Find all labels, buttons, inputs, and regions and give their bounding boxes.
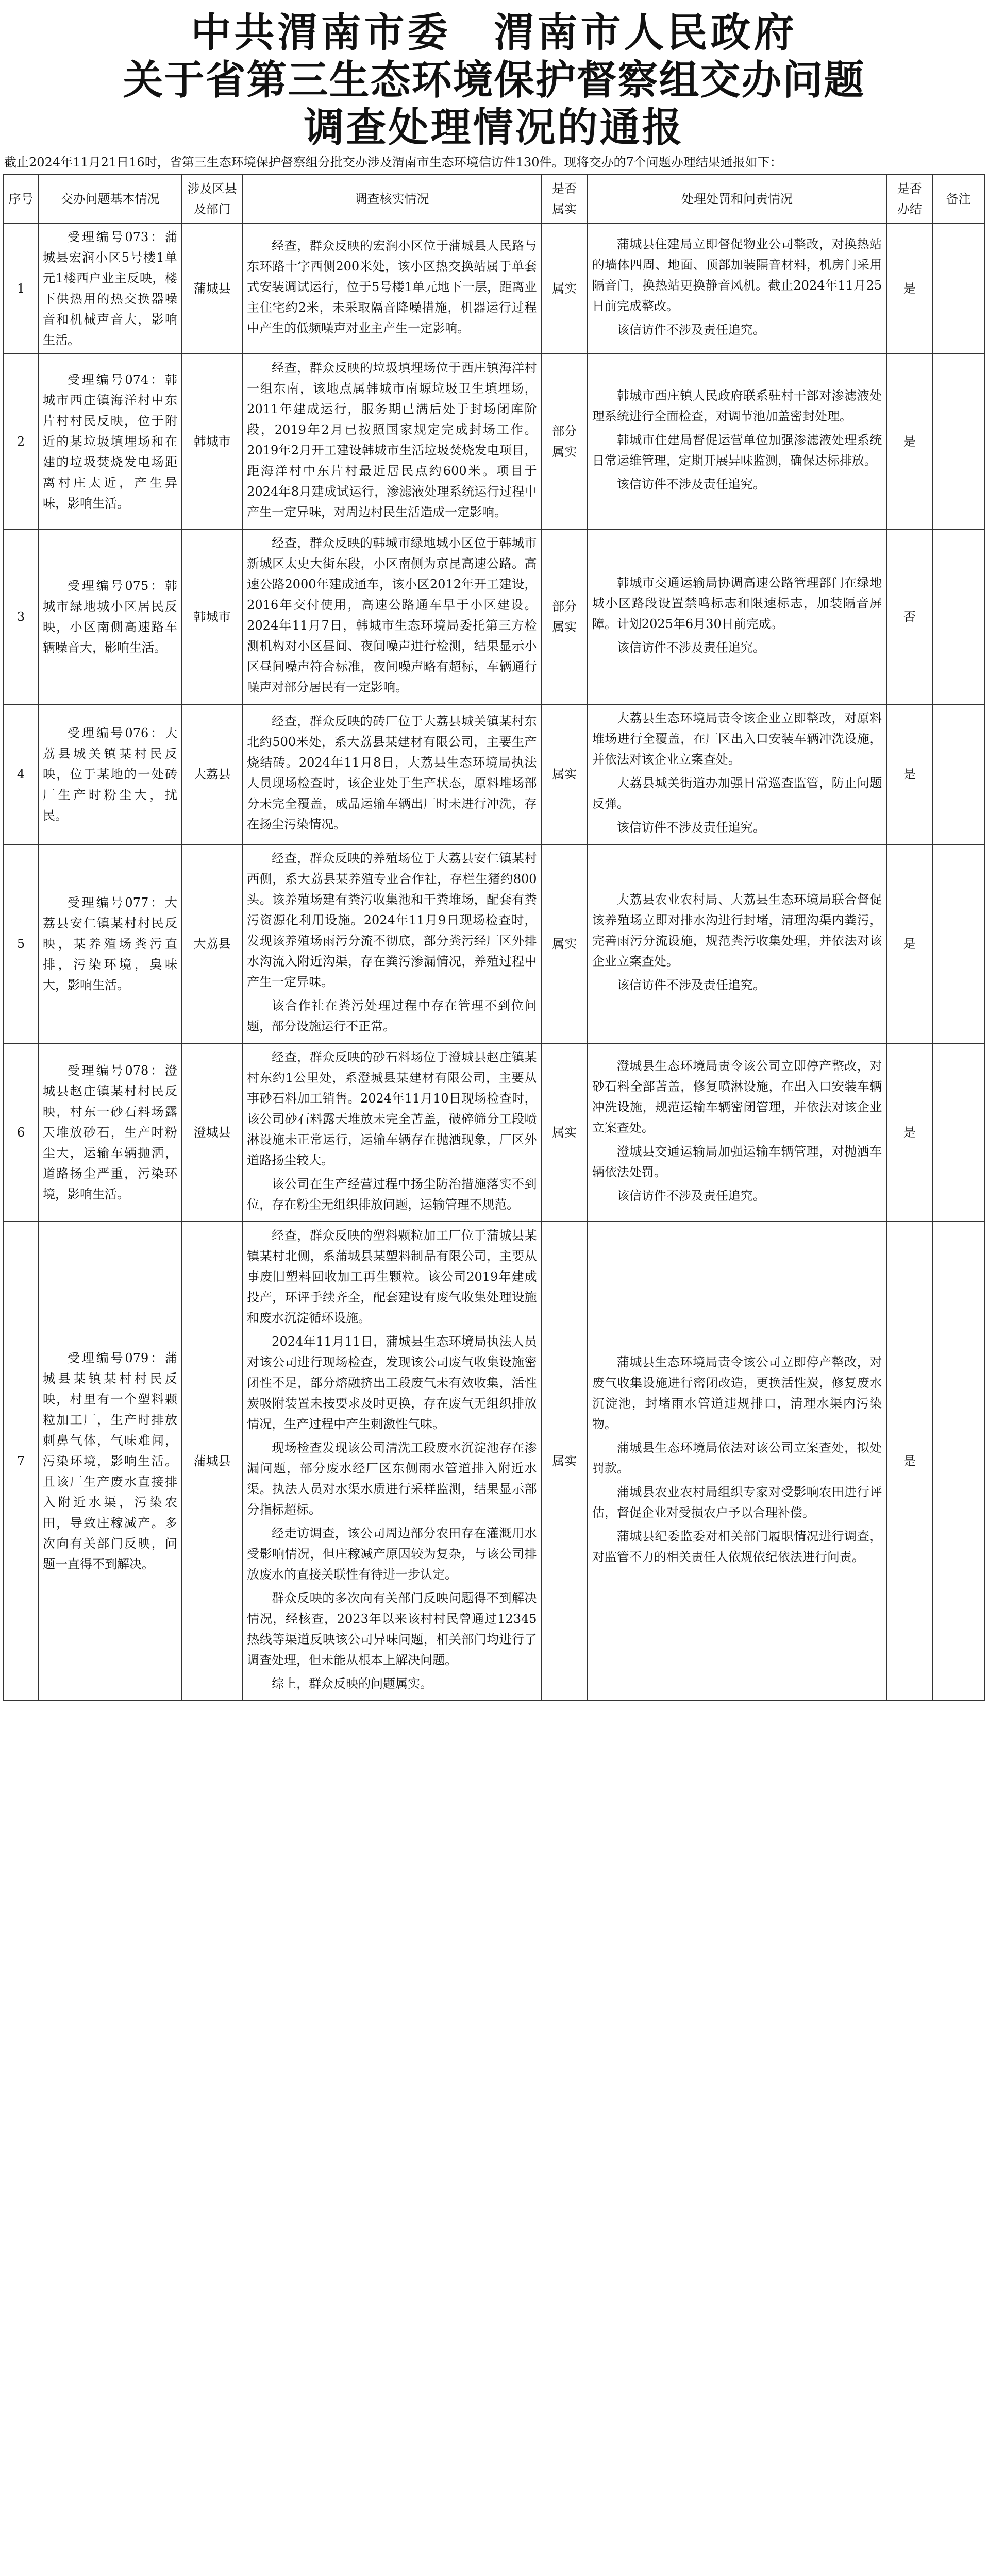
cell-no: 6 <box>4 1043 38 1222</box>
investigation-paragraph: 该公司在生产经营过程中扬尘防治措施落实不到位，存在粉尘无组织排放问题，运输管理不规范。 <box>247 1177 537 1212</box>
handling-paragraph: 蒲城县生态环境局依法对该公司立案查处，拟处罚款。 <box>592 1440 882 1476</box>
cell-note <box>932 704 984 844</box>
table-row <box>4 223 984 354</box>
investigation-paragraph: 综上，群众反映的问题属实。 <box>272 1676 433 1691</box>
investigation-paragraph: 经查，群众反映的养殖场位于大荔县安仁镇某村西侧，系大荔县某养殖专业合作社，存栏生猪约800头。该养殖场建有粪污收集池和干粪堆场，配套有粪污资源化利用设施。2024年11月9日现场检查时，发现该养殖场雨污分流不彻底，部分粪污经厂区外排水沟流入附近沟渠，存在粪污渗漏情况，养殖过程中产生一定异味。 <box>247 851 537 989</box>
cell-handling <box>588 354 886 529</box>
handling-paragraph: 蒲城县生态环境局责令该公司立即停产整改，对废气收集设施进行密闭改造，更换活性炭，修复废水沉淀池，封堵雨水管道违规排口，清理水渠内污染物。 <box>592 1355 882 1431</box>
col-header-note: 备注 <box>932 175 984 223</box>
cell-handling <box>588 704 886 844</box>
cell-investigation <box>242 704 541 844</box>
cell-done: 是 <box>886 704 932 844</box>
investigation-paragraph: 群众反映的多次向有关部门反映问题得不到解决情况，经核查，2023年以来该村村民曾通过12345热线等渠道反映该公司异味问题，相关部门均进行了调查处理，但未能从根本上解决问题。 <box>247 1591 537 1667</box>
handling-paragraph: 蒲城县住建局立即督促物业公司整改，对换热站的墙体四周、地面、顶部加装隔音材料，机房门采用隔音门，换热站更换静音风机。截止2024年11月25日前完成整改。 <box>592 237 882 313</box>
intro-text: 截止2024年11月21日16时，省第三生态环境保护督察组分批交办涉及渭南市生态环境信访件130件。现将交办的7个问题办理结果通报如下： <box>4 155 782 170</box>
cell-handling <box>588 844 886 1043</box>
cell-done: 是 <box>886 1043 932 1222</box>
handling-paragraph: 大荔县生态环境局责令该企业立即整改，对原料堆场进行全覆盖，在厂区出入口安装车辆冲洗设施，并依法对该企业立案查处。 <box>592 711 882 767</box>
handling-paragraph: 澄城县生态环境局责令该公司立即停产整改，对砂石料全部苫盖，修复喷淋设施，在出入口安装车辆冲洗设施，规范运输车辆密闭管理，并依法对该企业立案查处。 <box>592 1059 882 1135</box>
table-row <box>4 844 984 1043</box>
cell-true: 属实 <box>542 1222 588 1701</box>
cell-true: 属实 <box>542 844 588 1043</box>
cell-done: 否 <box>886 529 932 704</box>
cell-basic: 受理编号077：大荔县安仁镇某村村民反映，某养殖场粪污直排，污染环境，臭味大，影响生活。 <box>38 844 182 1043</box>
cell-note <box>932 223 984 354</box>
handling-paragraph: 该信访件不涉及责任追究。 <box>616 978 765 992</box>
cell-true: 属实 <box>542 223 588 354</box>
handling-paragraph: 蒲城县农业农村局组织专家对受影响农田进行评估，督促企业对受损农户予以合理补偿。 <box>592 1485 882 1520</box>
cell-county: 蒲城县 <box>182 1222 242 1701</box>
cell-handling <box>588 223 886 354</box>
handling-paragraph: 韩城市交通运输局协调高速公路管理部门在绿地城小区路段设置禁鸣标志和限速标志，加装隔音屏障。计划2025年6月30日前完成。 <box>592 575 882 631</box>
col-header-investigation: 调查核实情况 <box>242 175 541 223</box>
handling-paragraph: 韩城市西庄镇人民政府联系驻村干部对渗滤液处理系统进行全面检查，对调节池加盖密封处理。 <box>592 388 882 423</box>
results-table <box>3 174 985 1701</box>
col-header-handling: 处理处罚和问责情况 <box>588 175 886 223</box>
table-row <box>4 529 984 704</box>
cell-note <box>932 1043 984 1222</box>
cell-note <box>932 529 984 704</box>
cell-no: 5 <box>4 844 38 1043</box>
cell-note <box>932 354 984 529</box>
cell-county: 蒲城县 <box>182 223 242 354</box>
cell-handling <box>588 1222 886 1701</box>
handling-paragraph: 大荔县农业农村局、大荔县生态环境局联合督促该养殖场立即对排水沟进行封堵，清理沟渠内粪污，完善雨污分流设施，规范粪污收集处理，并依法对该企业立案查处。 <box>592 892 882 969</box>
cell-investigation <box>242 844 541 1043</box>
cell-handling <box>588 529 886 704</box>
cell-basic: 受理编号076：大荔县城关镇某村民反映，位于某地的一处砖厂生产时粉尘大，扰民。 <box>38 704 182 844</box>
col-header-done: 是否办结 <box>886 175 932 223</box>
cell-done: 是 <box>886 223 932 354</box>
header-line-3: 调查处理情况的通报 <box>304 104 684 151</box>
table-body <box>4 223 984 1701</box>
cell-basic: 受理编号078：澄城县赵庄镇某村村民反映，村东一砂石料场露天堆放砂石，生产时粉尘大，运输车辆抛洒，道路扬尘严重，污染环境，影响生活。 <box>38 1043 182 1222</box>
investigation-paragraph: 经查，群众反映的砂石料场位于澄城县赵庄镇某村东约1公里处，系澄城县某建材有限公司，主要从事砂石料加工销售。2024年11月10日现场检查时，该公司砂石料露天堆放未完全苫盖，破碎筛分工段喷淋设施未正常运行，运输车辆存在抛洒现象，厂区外道路扬尘较大。 <box>247 1050 537 1167</box>
cell-basic: 受理编号075：韩城市绿地城小区居民反映，小区南侧高速路车辆噪音大，影响生活。 <box>38 529 182 704</box>
cell-investigation <box>242 1043 541 1222</box>
table-row <box>4 1043 984 1222</box>
handling-paragraph: 该信访件不涉及责任追究。 <box>616 323 765 337</box>
table-row <box>4 1222 984 1701</box>
cell-done: 是 <box>886 354 932 529</box>
col-header-basic: 交办问题基本情况 <box>38 175 182 223</box>
cell-basic: 受理编号074：韩城市西庄镇海洋村中东片村村民反映，位于附近的某垃圾填埋场和在建的垃圾焚烧发电场距离村庄太近，产生异味，影响生活。 <box>38 354 182 529</box>
investigation-paragraph: 经走访调查，该公司周边部分农田存在灌溉用水受影响情况，但庄稼减产原因较为复杂，与该公司排放废水的直接关联性有待进一步认定。 <box>247 1526 537 1582</box>
cell-no: 3 <box>4 529 38 704</box>
investigation-paragraph: 经查，群众反映的韩城市绿地城小区位于韩城市新城区太史大街东段，小区南侧为京昆高速公路。高速公路2000年建成通车，该小区2012年开工建设，2016年交付使用，高速公路通车早于小区建设。2024年11月7日，韩城市生态环境局委托第三方检测机构对小区昼间、夜间噪声进行检测，结果显示小区昼间噪声符合标准，夜间噪声略有超标，车辆通行噪声对部分居民有一定影响。 <box>247 536 537 694</box>
investigation-paragraph: 该合作社在粪污处理过程中存在管理不到位问题，部分设施运行不正常。 <box>247 998 537 1033</box>
investigation-paragraph: 经查，群众反映的砖厂位于大荔县城关镇某村东北约500米处，系大荔县某建材有限公司，主要生产烧结砖。2024年11月8日，大荔县生态环境局执法人员现场检查时，该企业处于生产状态，原料堆场部分未完全覆盖，成品运输车辆出厂时未进行冲洗，存在扬尘污染情况。 <box>247 714 537 832</box>
header-line-2: 关于省第三生态环境保护督察组交办问题 <box>123 57 865 104</box>
handling-paragraph: 韩城市住建局督促运营单位加强渗滤液处理系统日常运维管理，定期开展异味监测，确保达标排放。 <box>592 433 882 468</box>
investigation-paragraph: 经查，群众反映的垃圾填埋场位于西庄镇海洋村一组东南，该地点属韩城市南塬垃圾卫生填埋场，2011年建成运行，服务期已满后处于封场闭库阶段，2019年2月已按照国家规定完成封场工作。2019年2月开工建设韩城市生活垃圾焚烧发电项目，距海洋村中东片村最近居民点约600米。项目于2024年8月建成试运行，渗滤液处理系统运行过程中产生一定异味，对周边村民生活造成一定影响。 <box>247 361 537 519</box>
cell-no: 1 <box>4 223 38 354</box>
handling-paragraph: 蒲城县纪委监委对相关部门履职情况进行调查，对监管不力的相关责任人依规依纪依法进行问责。 <box>592 1529 882 1564</box>
cell-no: 7 <box>4 1222 38 1701</box>
cell-investigation <box>242 529 541 704</box>
col-header-county: 涉及区县及部门 <box>182 175 242 223</box>
cell-county: 澄城县 <box>182 1043 242 1222</box>
handling-paragraph: 澄城县交通运输局加强运输车辆管理，对抛洒车辆依法处罚。 <box>592 1144 882 1179</box>
cell-county: 大荔县 <box>182 844 242 1043</box>
investigation-paragraph: 经查，群众反映的宏润小区位于蒲城县人民路与东环路十字西侧200米处，该小区热交换站属于单套式安装调试运行，位于5号楼1单元地下一层，距离业主住宅约2米，未采取隔音降噪措施，机器运行过程中产生的低频噪声对业主产生一定影响。 <box>247 239 537 335</box>
cell-note <box>932 844 984 1043</box>
cell-true: 部分属实 <box>542 529 588 704</box>
cell-handling <box>588 1043 886 1222</box>
table-row <box>4 354 984 529</box>
cell-county: 韩城市 <box>182 529 242 704</box>
document-header <box>0 9 988 151</box>
handling-paragraph: 该信访件不涉及责任追究。 <box>616 820 765 835</box>
cell-done: 是 <box>886 1222 932 1701</box>
table-header-row <box>4 175 984 223</box>
col-header-true: 是否属实 <box>542 175 588 223</box>
cell-true: 属实 <box>542 1043 588 1222</box>
cell-done: 是 <box>886 844 932 1043</box>
header-line-1: 中共渭南市委 渭南市人民政府 <box>191 9 797 56</box>
cell-basic: 受理编号079：蒲城县某镇某村村民反映，村里有一个塑料颗粒加工厂，生产时排放刺鼻气体，气味难闻，污染环境，影响生活。且该厂生产废水直接排入附近水渠，污染农田，导致庄稼减产。多次向有关部门反映，问题一直得不到解决。 <box>38 1222 182 1701</box>
cell-no: 4 <box>4 704 38 844</box>
cell-note <box>932 1222 984 1701</box>
investigation-paragraph: 2024年11月11日，蒲城县生态环境局执法人员对该公司进行现场检查，发现该公司废气收集设施密闭性不足，部分熔融挤出工段废气未有效收集，活性炭吸附装置未按要求及时更换，存在废气无组织排放情况，生产过程中产生刺激性气味。 <box>247 1334 537 1431</box>
cell-investigation <box>242 223 541 354</box>
handling-paragraph: 该信访件不涉及责任追究。 <box>616 477 765 492</box>
cell-true: 属实 <box>542 704 588 844</box>
cell-investigation <box>242 354 541 529</box>
cell-county: 大荔县 <box>182 704 242 844</box>
investigation-paragraph: 现场检查发现该公司清洗工段废水沉淀池存在渗漏问题，部分废水经厂区东侧雨水管道排入附近水渠。执法人员对水渠水质进行采样监测，结果显示部分指标超标。 <box>247 1440 537 1517</box>
handling-paragraph: 该信访件不涉及责任追究。 <box>616 1189 765 1203</box>
cell-investigation <box>242 1222 541 1701</box>
cell-basic: 受理编号073：蒲城县宏润小区5号楼1单元1楼西户业主反映，楼下供热用的热交换器噪音和机械声音大，影响生活。 <box>38 223 182 354</box>
cell-true: 部分属实 <box>542 354 588 529</box>
col-header-no: 序号 <box>4 175 38 223</box>
table-row <box>4 704 984 844</box>
investigation-paragraph: 经查，群众反映的塑料颗粒加工厂位于蒲城县某镇某村北侧，系蒲城县某塑料制品有限公司，主要从事废旧塑料回收加工再生颗粒。该公司2019年建成投产，环评手续齐全，配套建设有废气收集处理设施和废水沉淀循环设施。 <box>247 1228 537 1325</box>
handling-paragraph: 大荔县城关街道办加强日常巡查监管，防止问题反弹。 <box>592 776 882 811</box>
cell-no: 2 <box>4 354 38 529</box>
cell-county: 韩城市 <box>182 354 242 529</box>
handling-paragraph: 该信访件不涉及责任追究。 <box>616 640 765 655</box>
